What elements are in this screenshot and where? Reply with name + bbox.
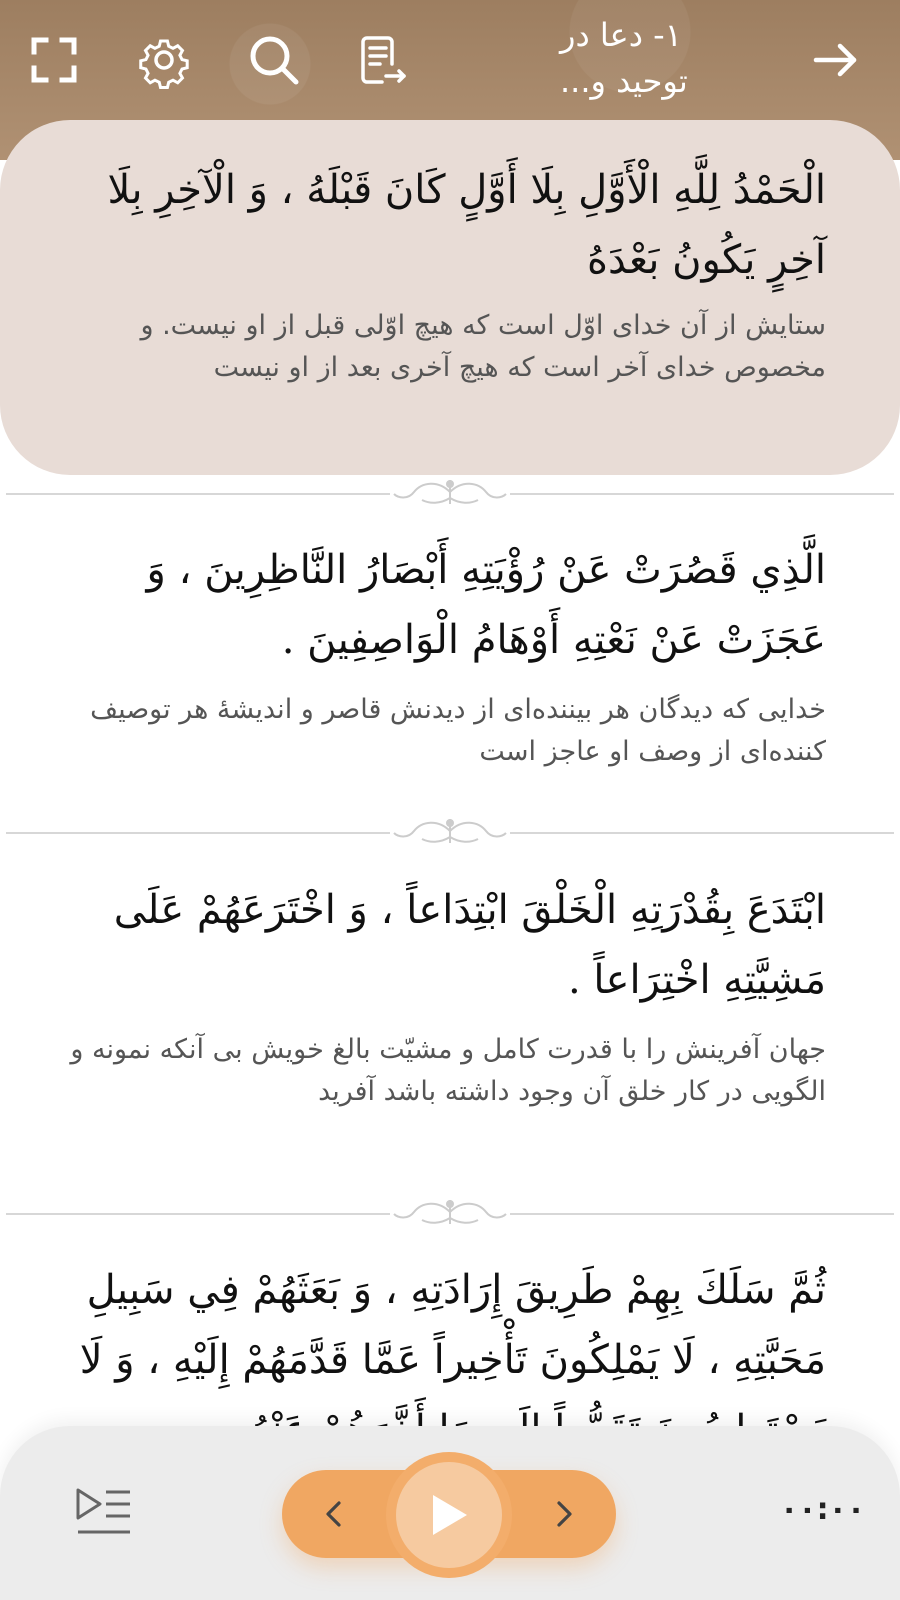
verse-3[interactable]: [70, 875, 826, 1113]
divider: [0, 1198, 900, 1228]
verse-1[interactable]: [70, 155, 826, 389]
verse-3-translation: جهان آفرینش را با قدرت کامل و مشیّت بالغ خویش بی آنکه نمونه و الگویی در کار خلق آن وجود داشته باشد آفرید: [70, 1034, 826, 1107]
page-title: [560, 12, 760, 108]
chevron-right-icon: [549, 1499, 579, 1529]
title-line-2: توحید و...: [560, 62, 688, 100]
next-button[interactable]: [534, 1484, 594, 1544]
ornament-icon: [392, 817, 508, 847]
audio-player: [0, 1426, 900, 1600]
play-button-ring: [386, 1452, 512, 1578]
play-button[interactable]: [396, 1462, 502, 1568]
arrow-right-icon: [810, 34, 862, 86]
verse-2-translation: خدایی که دیدگان هر بیننده‌ای از دیدنش قاصر و اندیشهٔ هر توصیف کننده‌ای از وصف او عاجز است: [90, 694, 826, 767]
ornament-icon: [392, 478, 508, 508]
search-icon[interactable]: [246, 32, 302, 88]
elapsed-time: ۰۰:۰۰: [780, 1492, 866, 1527]
gear-icon[interactable]: [136, 32, 192, 88]
previous-button[interactable]: [304, 1484, 364, 1544]
translate-doc-icon[interactable]: [356, 32, 412, 88]
title-line-1: ۱- دعا در: [560, 16, 682, 54]
fullscreen-icon[interactable]: [26, 32, 82, 88]
verse-2-arabic: الَّذِي قَصُرَتْ عَنْ رُؤْيَتِهِ أَبْصَارُ النَّاظِرِينَ ، وَ عَجَزَتْ عَنْ نَعْتِهِ أَوْهَامُ الْوَاصِفِينَ .: [146, 547, 826, 663]
verse-1-arabic: الْحَمْدُ لِلَّهِ الْأَوَّلِ بِلَا أَوَّلٍ كَانَ قَبْلَهُ ، وَ الْآخِرِ بِلَا آخِرٍ يَكُونُ بَعْدَهُ: [107, 167, 826, 283]
play-icon: [427, 1491, 471, 1539]
verse-3-arabic: ابْتَدَعَ بِقُدْرَتِهِ الْخَلْقَ ابْتِدَاعاً ، وَ اخْتَرَعَهُمْ عَلَى مَشِيَّتِهِ اخْتِرَاعاً .: [113, 887, 826, 1003]
ornament-icon: [392, 1198, 508, 1228]
verse-1-translation: ستایش از آن خدای اوّل است که هیچ اوّلی قبل از او نیست. و مخصوص خدای آخر است که هیچ آخری بعد از او نیست: [140, 310, 826, 383]
back-arrow-button[interactable]: [808, 32, 864, 88]
divider: [0, 817, 900, 847]
chevron-left-icon: [319, 1499, 349, 1529]
playlist-icon[interactable]: [74, 1486, 134, 1538]
verse-2[interactable]: [70, 535, 826, 773]
verse-4[interactable]: [70, 1255, 826, 1425]
verse-4-arabic: ثُمَّ سَلَكَ بِهِمْ طَرِيقَ إِرَادَتِهِ ، وَ بَعَثَهُمْ فِي سَبِيلِ مَحَبَّتِهِ ، لَا يَمْلِكُونَ تَأْخِيراً عَمَّا قَدَّمَهُمْ إِلَيْهِ ، وَ لَا: [79, 1267, 826, 1383]
divider: [0, 478, 900, 508]
